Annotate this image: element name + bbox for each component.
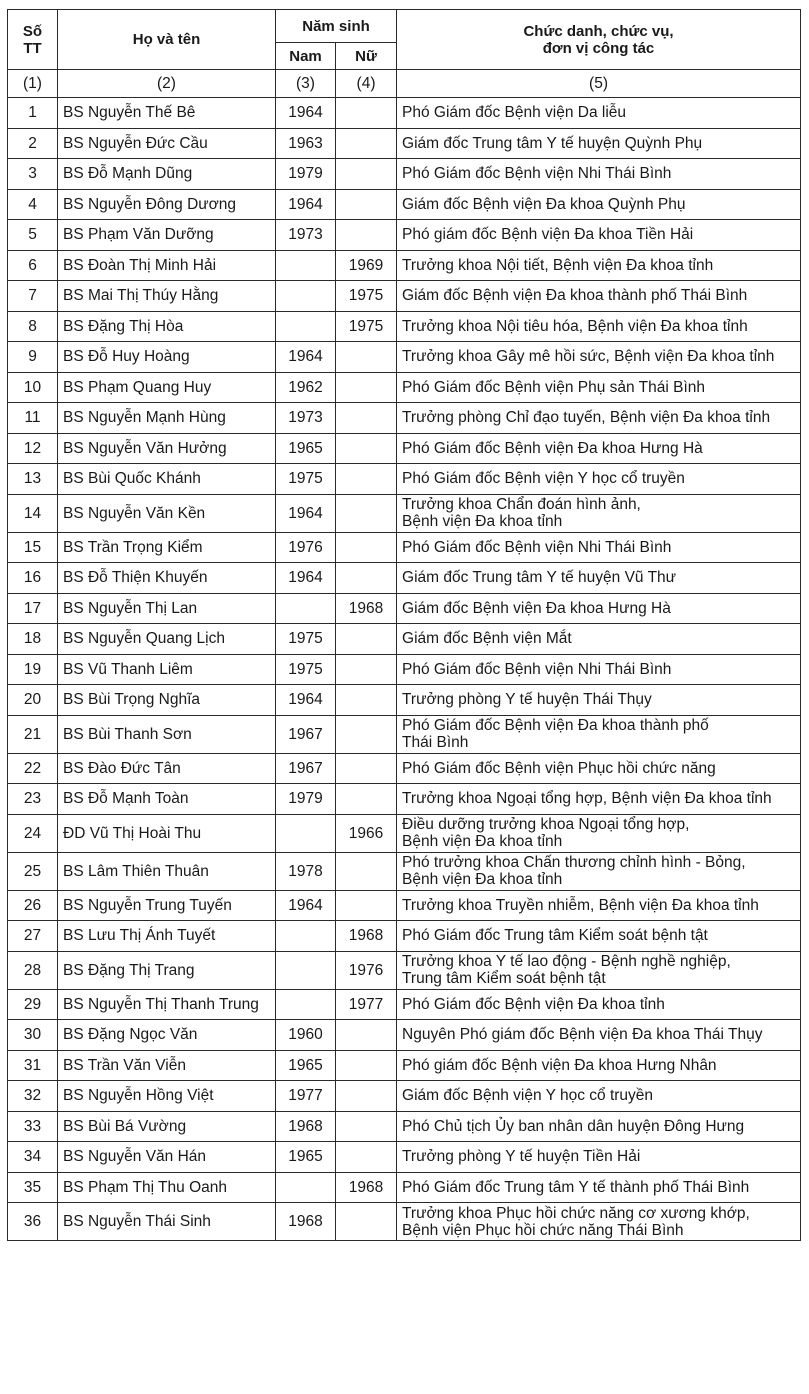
doctors-table <box>7 9 801 1241</box>
row-position: Phó Giám đốc Bệnh viện Phụ sản Thái Bình <box>397 372 801 403</box>
row-birth-male <box>276 311 336 342</box>
row-number: 2 <box>8 128 58 159</box>
row-birth-male: 1968 <box>276 1203 336 1241</box>
table-row <box>8 654 801 685</box>
row-birth-female <box>336 128 397 159</box>
row-birth-male <box>276 814 336 852</box>
row-position: Phó Giám đốc Bệnh viện Đa khoa tỉnh <box>397 989 801 1020</box>
row-position: Phó Giám đốc Bệnh viện Phục hồi chức năng <box>397 753 801 784</box>
table-row <box>8 1020 801 1051</box>
row-birth-male: 1964 <box>276 342 336 373</box>
row-number: 19 <box>8 654 58 685</box>
row-birth-female <box>336 372 397 403</box>
row-number: 24 <box>8 814 58 852</box>
table-row <box>8 532 801 563</box>
row-birth-female <box>336 403 397 434</box>
table-row <box>8 1203 801 1241</box>
row-number: 28 <box>8 951 58 989</box>
row-birth-male: 1973 <box>276 220 336 251</box>
row-name: BS Phạm Thị Thu Oanh <box>58 1172 276 1203</box>
row-number: 25 <box>8 852 58 890</box>
row-birth-male: 1963 <box>276 128 336 159</box>
row-birth-female: 1975 <box>336 311 397 342</box>
row-birth-female <box>336 685 397 716</box>
row-number: 3 <box>8 159 58 190</box>
row-birth-female <box>336 494 397 532</box>
index-cell: (2) <box>58 70 276 98</box>
row-position: Trưởng khoa Nội tiêu hóa, Bệnh viện Đa khoa tỉnh <box>397 311 801 342</box>
row-position: Trưởng phòng Chỉ đạo tuyến, Bệnh viện Đa khoa tỉnh <box>397 403 801 434</box>
col-header-birth: Năm sinh <box>276 10 397 43</box>
row-birth-male: 1964 <box>276 189 336 220</box>
table-row <box>8 128 801 159</box>
row-birth-male: 1964 <box>276 494 336 532</box>
row-name: BS Đỗ Mạnh Dũng <box>58 159 276 190</box>
row-number: 32 <box>8 1081 58 1112</box>
row-position: Phó Giám đốc Bệnh viện Nhi Thái Bình <box>397 532 801 563</box>
table-row <box>8 189 801 220</box>
row-birth-female <box>336 98 397 129</box>
row-position: Nguyên Phó giám đốc Bệnh viện Đa khoa Thái Thụy <box>397 1020 801 1051</box>
table-row <box>8 1050 801 1081</box>
table-row <box>8 311 801 342</box>
row-position: Trưởng phòng Y tế huyện Thái Thụy <box>397 685 801 716</box>
row-number: 29 <box>8 989 58 1020</box>
row-birth-female <box>336 563 397 594</box>
row-birth-female: 1969 <box>336 250 397 281</box>
table-row <box>8 250 801 281</box>
row-name: BS Nguyễn Đông Dương <box>58 189 276 220</box>
row-position: Trưởng phòng Y tế huyện Tiền Hải <box>397 1142 801 1173</box>
row-name: BS Bùi Trọng Nghĩa <box>58 685 276 716</box>
row-name: BS Đặng Thị Trang <box>58 951 276 989</box>
row-number: 10 <box>8 372 58 403</box>
row-birth-female <box>336 1142 397 1173</box>
row-birth-male: 1967 <box>276 715 336 753</box>
row-birth-female <box>336 1020 397 1051</box>
row-number: 15 <box>8 532 58 563</box>
row-birth-female <box>336 852 397 890</box>
row-birth-male <box>276 281 336 312</box>
row-position: Phó Giám đốc Bệnh viện Nhi Thái Bình <box>397 159 801 190</box>
row-birth-female <box>336 753 397 784</box>
row-birth-female: 1968 <box>336 593 397 624</box>
row-position: Phó Giám đốc Bệnh viện Da liễu <box>397 98 801 129</box>
row-position: Trưởng khoa Truyền nhiễm, Bệnh viện Đa khoa tỉnh <box>397 890 801 921</box>
row-number: 17 <box>8 593 58 624</box>
row-birth-male: 1978 <box>276 852 336 890</box>
index-cell: (3) <box>276 70 336 98</box>
row-name: BS Trần Trọng Kiểm <box>58 532 276 563</box>
table-row <box>8 753 801 784</box>
col-header-female: Nữ <box>336 43 397 70</box>
row-number: 5 <box>8 220 58 251</box>
row-name: BS Đặng Ngọc Văn <box>58 1020 276 1051</box>
col-header-position-text: Chức danh, chức vụ, đơn vị công tác <box>523 22 674 57</box>
row-position: Trưởng khoa Ngoại tổng hợp, Bệnh viện Đa khoa tỉnh <box>397 784 801 815</box>
table-row <box>8 433 801 464</box>
row-name: BS Đặng Thị Hòa <box>58 311 276 342</box>
row-name: BS Nguyễn Mạnh Hùng <box>58 403 276 434</box>
row-birth-female <box>336 784 397 815</box>
row-position: Giám đốc Bệnh viện Đa khoa Hưng Hà <box>397 593 801 624</box>
row-birth-male <box>276 989 336 1020</box>
row-number: 1 <box>8 98 58 129</box>
row-birth-female <box>336 1081 397 1112</box>
table-row <box>8 852 801 890</box>
table-row <box>8 921 801 952</box>
row-number: 13 <box>8 464 58 495</box>
index-cell: (4) <box>336 70 397 98</box>
row-birth-male <box>276 593 336 624</box>
row-birth-female <box>336 532 397 563</box>
row-name: BS Đoàn Thị Minh Hải <box>58 250 276 281</box>
row-birth-female: 1975 <box>336 281 397 312</box>
row-number: 36 <box>8 1203 58 1241</box>
table-row <box>8 1081 801 1112</box>
row-birth-male: 1964 <box>276 685 336 716</box>
table-row <box>8 494 801 532</box>
row-birth-female <box>336 715 397 753</box>
table-row <box>8 685 801 716</box>
row-name: BS Bùi Thanh Sơn <box>58 715 276 753</box>
row-position: Trưởng khoa Gây mê hồi sức, Bệnh viện Đa khoa tỉnh <box>397 342 801 373</box>
table-row <box>8 372 801 403</box>
index-row <box>8 70 801 98</box>
row-birth-male: 1973 <box>276 403 336 434</box>
table-row <box>8 814 801 852</box>
col-header-male: Nam <box>276 43 336 70</box>
row-number: 34 <box>8 1142 58 1173</box>
row-birth-female: 1968 <box>336 921 397 952</box>
row-birth-male: 1979 <box>276 784 336 815</box>
row-name: BS Nguyễn Hồng Việt <box>58 1081 276 1112</box>
row-name: BS Nguyễn Thị Thanh Trung <box>58 989 276 1020</box>
row-birth-female: 1966 <box>336 814 397 852</box>
row-birth-male: 1975 <box>276 464 336 495</box>
row-birth-female <box>336 890 397 921</box>
row-name: BS Phạm Quang Huy <box>58 372 276 403</box>
row-birth-female <box>336 189 397 220</box>
table-row <box>8 98 801 129</box>
row-number: 7 <box>8 281 58 312</box>
row-birth-male: 1977 <box>276 1081 336 1112</box>
row-name: BS Nguyễn Thị Lan <box>58 593 276 624</box>
table-row <box>8 1142 801 1173</box>
row-number: 21 <box>8 715 58 753</box>
col-header-position <box>397 10 801 70</box>
table-row <box>8 624 801 655</box>
row-name: BS Đỗ Thiện Khuyến <box>58 563 276 594</box>
row-birth-male <box>276 250 336 281</box>
row-number: 18 <box>8 624 58 655</box>
row-number: 16 <box>8 563 58 594</box>
row-position: Trưởng khoa Nội tiết, Bệnh viện Đa khoa tỉnh <box>397 250 801 281</box>
row-number: 33 <box>8 1111 58 1142</box>
row-number: 22 <box>8 753 58 784</box>
table-row <box>8 220 801 251</box>
table-row <box>8 159 801 190</box>
row-position: Phó giám đốc Bệnh viện Đa khoa Hưng Nhân <box>397 1050 801 1081</box>
row-name: BS Đỗ Huy Hoàng <box>58 342 276 373</box>
table-row <box>8 593 801 624</box>
row-number: 4 <box>8 189 58 220</box>
row-position: Phó trưởng khoa Chấn thương chỉnh hình - Bỏng, Bệnh viện Đa khoa tỉnh <box>397 852 801 890</box>
table-row <box>8 403 801 434</box>
row-birth-male: 1967 <box>276 753 336 784</box>
row-number: 8 <box>8 311 58 342</box>
row-name: BS Nguyễn Thế Bê <box>58 98 276 129</box>
table-row <box>8 784 801 815</box>
row-position: Phó Chủ tịch Ủy ban nhân dân huyện Đông Hưng <box>397 1111 801 1142</box>
table-row <box>8 1172 801 1203</box>
row-name: BS Lâm Thiên Thuân <box>58 852 276 890</box>
row-position: Phó Giám đốc Bệnh viện Nhi Thái Bình <box>397 654 801 685</box>
row-birth-male: 1975 <box>276 654 336 685</box>
row-birth-male: 1960 <box>276 1020 336 1051</box>
row-name: BS Nguyễn Văn Kền <box>58 494 276 532</box>
row-birth-female: 1968 <box>336 1172 397 1203</box>
row-birth-female: 1976 <box>336 951 397 989</box>
row-position: Giám đốc Bệnh viện Đa khoa Quỳnh Phụ <box>397 189 801 220</box>
table-body <box>8 98 801 1241</box>
row-position: Phó Giám đốc Bệnh viện Đa khoa Hưng Hà <box>397 433 801 464</box>
row-number: 20 <box>8 685 58 716</box>
row-number: 9 <box>8 342 58 373</box>
row-birth-male: 1965 <box>276 1050 336 1081</box>
row-name: BS Nguyễn Trung Tuyến <box>58 890 276 921</box>
row-birth-male: 1965 <box>276 1142 336 1173</box>
row-position: Phó Giám đốc Bệnh viện Đa khoa thành phố Thái Bình <box>397 715 801 753</box>
row-number: 23 <box>8 784 58 815</box>
row-position: Giám đốc Trung tâm Y tế huyện Vũ Thư <box>397 563 801 594</box>
index-cell: (5) <box>397 70 801 98</box>
row-birth-male: 1979 <box>276 159 336 190</box>
col-header-name: Họ và tên <box>58 10 276 70</box>
row-birth-male <box>276 1172 336 1203</box>
row-position: Phó giám đốc Bệnh viện Đa khoa Tiền Hải <box>397 220 801 251</box>
row-birth-male: 1965 <box>276 433 336 464</box>
row-number: 12 <box>8 433 58 464</box>
table-row <box>8 342 801 373</box>
table-row <box>8 464 801 495</box>
row-position: Trưởng khoa Y tế lao động - Bệnh nghề nghiệp, Trung tâm Kiểm soát bệnh tật <box>397 951 801 989</box>
row-number: 35 <box>8 1172 58 1203</box>
row-birth-female <box>336 1050 397 1081</box>
table-row <box>8 890 801 921</box>
row-position: Điều dưỡng trưởng khoa Ngoại tổng hợp, Bệnh viện Đa khoa tỉnh <box>397 814 801 852</box>
row-birth-male: 1964 <box>276 563 336 594</box>
row-number: 26 <box>8 890 58 921</box>
row-birth-male: 1964 <box>276 98 336 129</box>
row-birth-female <box>336 1111 397 1142</box>
row-number: 30 <box>8 1020 58 1051</box>
index-cell: (1) <box>8 70 58 98</box>
row-birth-male: 1964 <box>276 890 336 921</box>
row-name: BS Nguyễn Đức Cầu <box>58 128 276 159</box>
row-number: 6 <box>8 250 58 281</box>
row-birth-male: 1962 <box>276 372 336 403</box>
row-birth-female <box>336 464 397 495</box>
row-birth-male: 1968 <box>276 1111 336 1142</box>
row-name: ĐD Vũ Thị Hoài Thu <box>58 814 276 852</box>
row-name: BS Nguyễn Thái Sinh <box>58 1203 276 1241</box>
row-name: BS Bùi Quốc Khánh <box>58 464 276 495</box>
row-number: 11 <box>8 403 58 434</box>
row-name: BS Đào Đức Tân <box>58 753 276 784</box>
row-name: BS Nguyễn Văn Hưởng <box>58 433 276 464</box>
row-position: Trưởng khoa Phục hồi chức năng cơ xương khớp, Bệnh viện Phục hồi chức năng Thái Bình <box>397 1203 801 1241</box>
col-header-stt <box>8 10 58 70</box>
row-position: Giám đốc Bệnh viện Đa khoa thành phố Thái Bình <box>397 281 801 312</box>
row-position: Giám đốc Bệnh viện Mắt <box>397 624 801 655</box>
row-name: BS Mai Thị Thúy Hằng <box>58 281 276 312</box>
row-position: Giám đốc Trung tâm Y tế huyện Quỳnh Phụ <box>397 128 801 159</box>
table-row <box>8 1111 801 1142</box>
row-birth-female <box>336 654 397 685</box>
col-header-stt-text: Số TT <box>22 22 43 57</box>
row-name: BS Trần Văn Viễn <box>58 1050 276 1081</box>
row-number: 31 <box>8 1050 58 1081</box>
row-birth-female <box>336 220 397 251</box>
row-birth-female <box>336 1203 397 1241</box>
row-birth-female <box>336 433 397 464</box>
row-name: BS Đỗ Mạnh Toàn <box>58 784 276 815</box>
row-birth-male <box>276 921 336 952</box>
row-number: 14 <box>8 494 58 532</box>
row-birth-female <box>336 342 397 373</box>
table-row <box>8 989 801 1020</box>
row-position: Phó Giám đốc Bệnh viện Y học cổ truyền <box>397 464 801 495</box>
row-position: Phó Giám đốc Trung tâm Kiểm soát bệnh tật <box>397 921 801 952</box>
row-name: BS Bùi Bá Vường <box>58 1111 276 1142</box>
row-name: BS Nguyễn Văn Hán <box>58 1142 276 1173</box>
row-number: 27 <box>8 921 58 952</box>
table-row <box>8 715 801 753</box>
row-name: BS Nguyễn Quang Lịch <box>58 624 276 655</box>
row-birth-male: 1976 <box>276 532 336 563</box>
row-birth-male: 1975 <box>276 624 336 655</box>
row-birth-female <box>336 624 397 655</box>
table-row <box>8 951 801 989</box>
table-row <box>8 281 801 312</box>
row-position: Giám đốc Bệnh viện Y học cổ truyền <box>397 1081 801 1112</box>
row-position: Phó Giám đốc Trung tâm Y tế thành phố Thái Bình <box>397 1172 801 1203</box>
row-name: BS Lưu Thị Ánh Tuyết <box>58 921 276 952</box>
row-name: BS Phạm Văn Dưỡng <box>58 220 276 251</box>
table-row <box>8 563 801 594</box>
row-birth-male <box>276 951 336 989</box>
row-birth-female <box>336 159 397 190</box>
row-name: BS Vũ Thanh Liêm <box>58 654 276 685</box>
row-position: Trưởng khoa Chẩn đoán hình ảnh, Bệnh viện Đa khoa tỉnh <box>397 494 801 532</box>
row-birth-female: 1977 <box>336 989 397 1020</box>
